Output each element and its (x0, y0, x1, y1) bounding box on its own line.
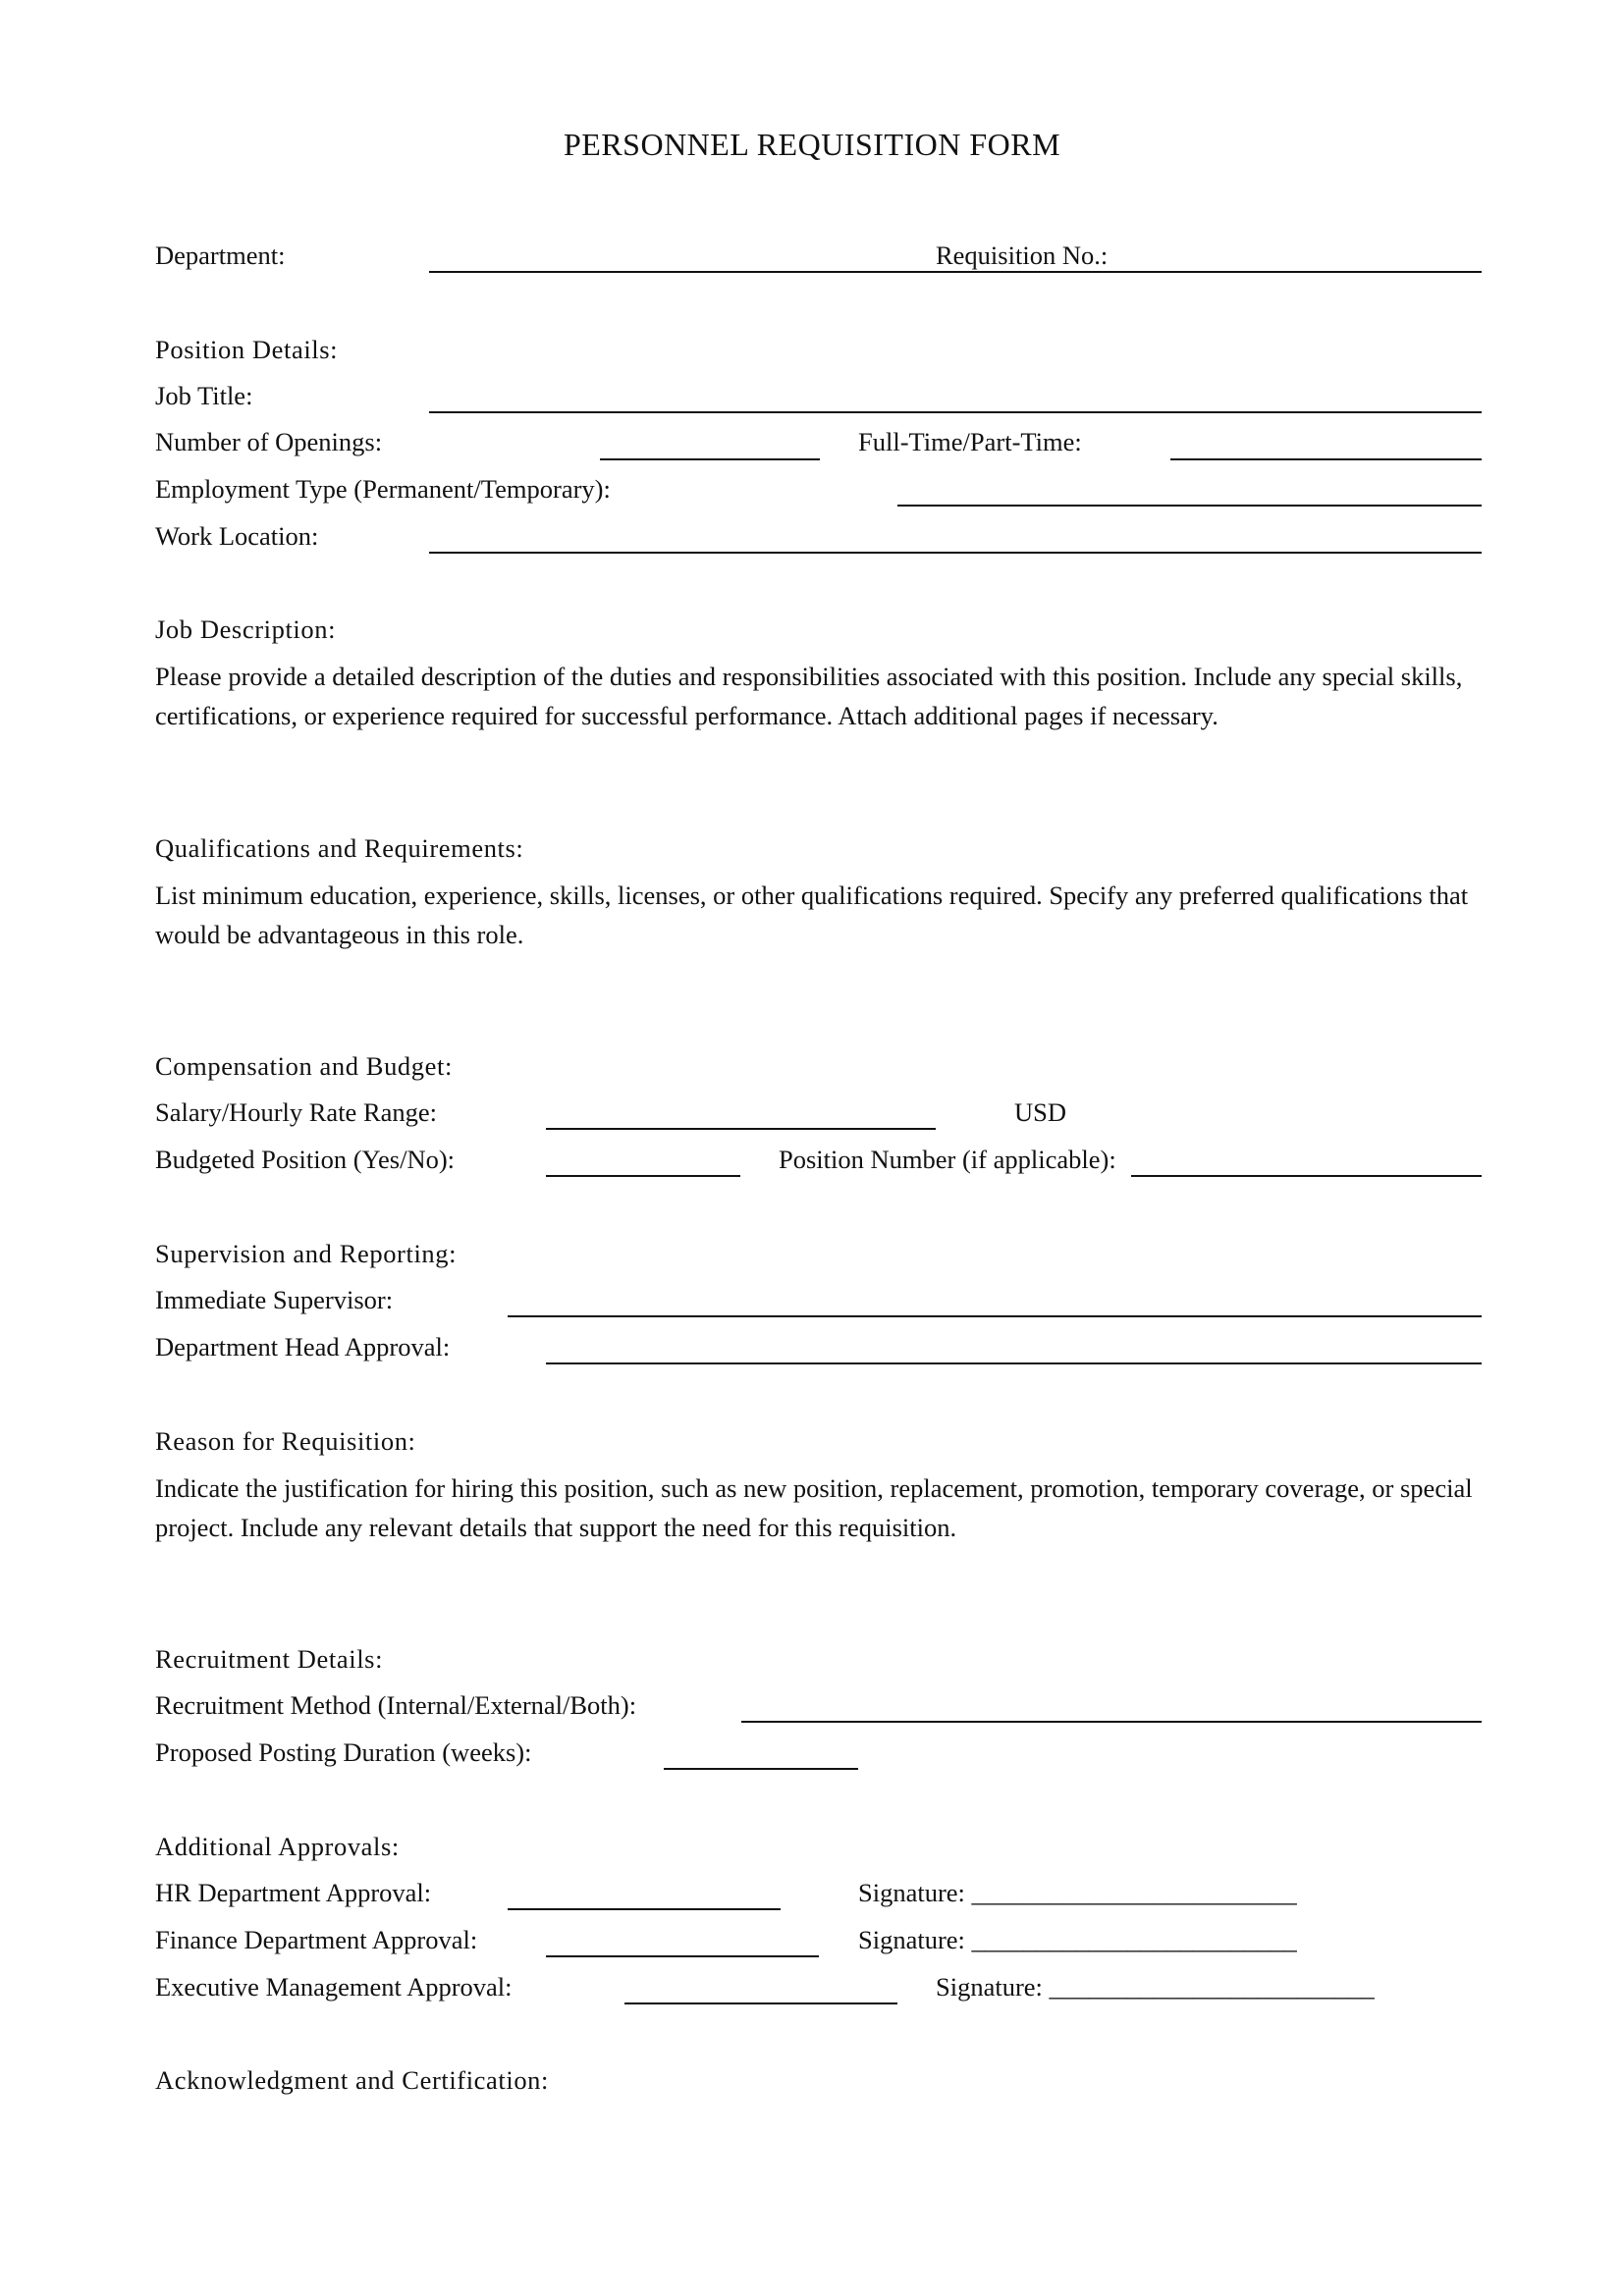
reason-text: Indicate the justification for hiring this position, such as new position, replacement, promotion, temporary coverage, or special project. Include any relevant details that support the need for this requisition. (155, 1473, 1473, 1542)
hr-approval-label: HR Department Approval: (155, 1878, 432, 1907)
executive-approval-label: Executive Management Approval: (155, 1972, 513, 2002)
budgeted-field-line[interactable] (546, 1175, 740, 1177)
work-location-field-line[interactable] (429, 552, 1482, 554)
ft-pt-label: Full-Time/Part-Time: (858, 427, 1082, 456)
job-title-field-line[interactable] (429, 411, 1482, 413)
supervisor-label: Immediate Supervisor: (155, 1285, 394, 1314)
acknowledgment-heading: Acknowledgment and Certification: (155, 2065, 549, 2095)
openings-label: Number of Openings: (155, 427, 383, 456)
job-description-heading: Job Description: (155, 614, 337, 644)
hr-signature[interactable]: Signature: _________________________ (858, 1878, 1297, 1907)
currency-label: USD (1014, 1097, 1067, 1127)
salary-field-line[interactable] (546, 1128, 936, 1130)
executive-signature[interactable]: Signature: _________________________ (936, 1972, 1375, 2002)
reason-heading: Reason for Requisition: (155, 1426, 416, 1456)
job-description-text: Please provide a detailed description of the duties and responsibilities associated with this position. Include any special skills, certifications, or experience required for successful performance. Attach additional pages if necessary. (155, 662, 1463, 730)
hr-approval-field-line[interactable] (508, 1908, 781, 1910)
finance-approval-label: Finance Department Approval: (155, 1925, 478, 1954)
finance-signature[interactable]: Signature: _________________________ (858, 1925, 1297, 1954)
recruitment-method-field-line[interactable] (741, 1721, 1482, 1723)
form-title: PERSONNEL REQUISITION FORM (563, 127, 1061, 162)
position-number-field-line[interactable] (1131, 1175, 1482, 1177)
recruitment-heading: Recruitment Details: (155, 1644, 384, 1674)
requisition-label: Requisition No.: (936, 240, 1109, 270)
salary-label: Salary/Hourly Rate Range: (155, 1097, 438, 1127)
supervisor-field-line[interactable] (508, 1315, 1482, 1317)
supervision-heading: Supervision and Reporting: (155, 1239, 458, 1268)
qualifications-heading: Qualifications and Requirements: (155, 833, 524, 863)
department-field-line[interactable] (429, 271, 1482, 273)
executive-approval-field-line[interactable] (624, 2002, 897, 2004)
approvals-heading: Additional Approvals: (155, 1832, 400, 1861)
ft-pt-field-line[interactable] (1170, 458, 1482, 460)
employment-type-field-line[interactable] (897, 505, 1482, 507)
recruitment-method-label: Recruitment Method (Internal/External/Both): (155, 1690, 637, 1720)
finance-approval-field-line[interactable] (546, 1955, 819, 1957)
posting-duration-label: Proposed Posting Duration (weeks): (155, 1737, 532, 1767)
work-location-label: Work Location: (155, 521, 319, 551)
employment-type-label: Employment Type (Permanent/Temporary): (155, 474, 611, 504)
dept-head-label: Department Head Approval: (155, 1332, 451, 1362)
position-number-label: Position Number (if applicable): (779, 1145, 1116, 1174)
budgeted-label: Budgeted Position (Yes/No): (155, 1145, 456, 1174)
department-label: Department: (155, 240, 286, 270)
dept-head-field-line[interactable] (546, 1362, 1482, 1364)
openings-field-line[interactable] (600, 458, 820, 460)
qualifications-text: List minimum education, experience, skills, licenses, or other qualifications required. Specify any preferred qualifications that would be advantageous in this role. (155, 881, 1469, 949)
posting-duration-field-line[interactable] (664, 1768, 858, 1770)
position-details-heading: Position Details: (155, 335, 339, 364)
job-title-label: Job Title: (155, 381, 253, 410)
compensation-heading: Compensation and Budget: (155, 1051, 453, 1081)
